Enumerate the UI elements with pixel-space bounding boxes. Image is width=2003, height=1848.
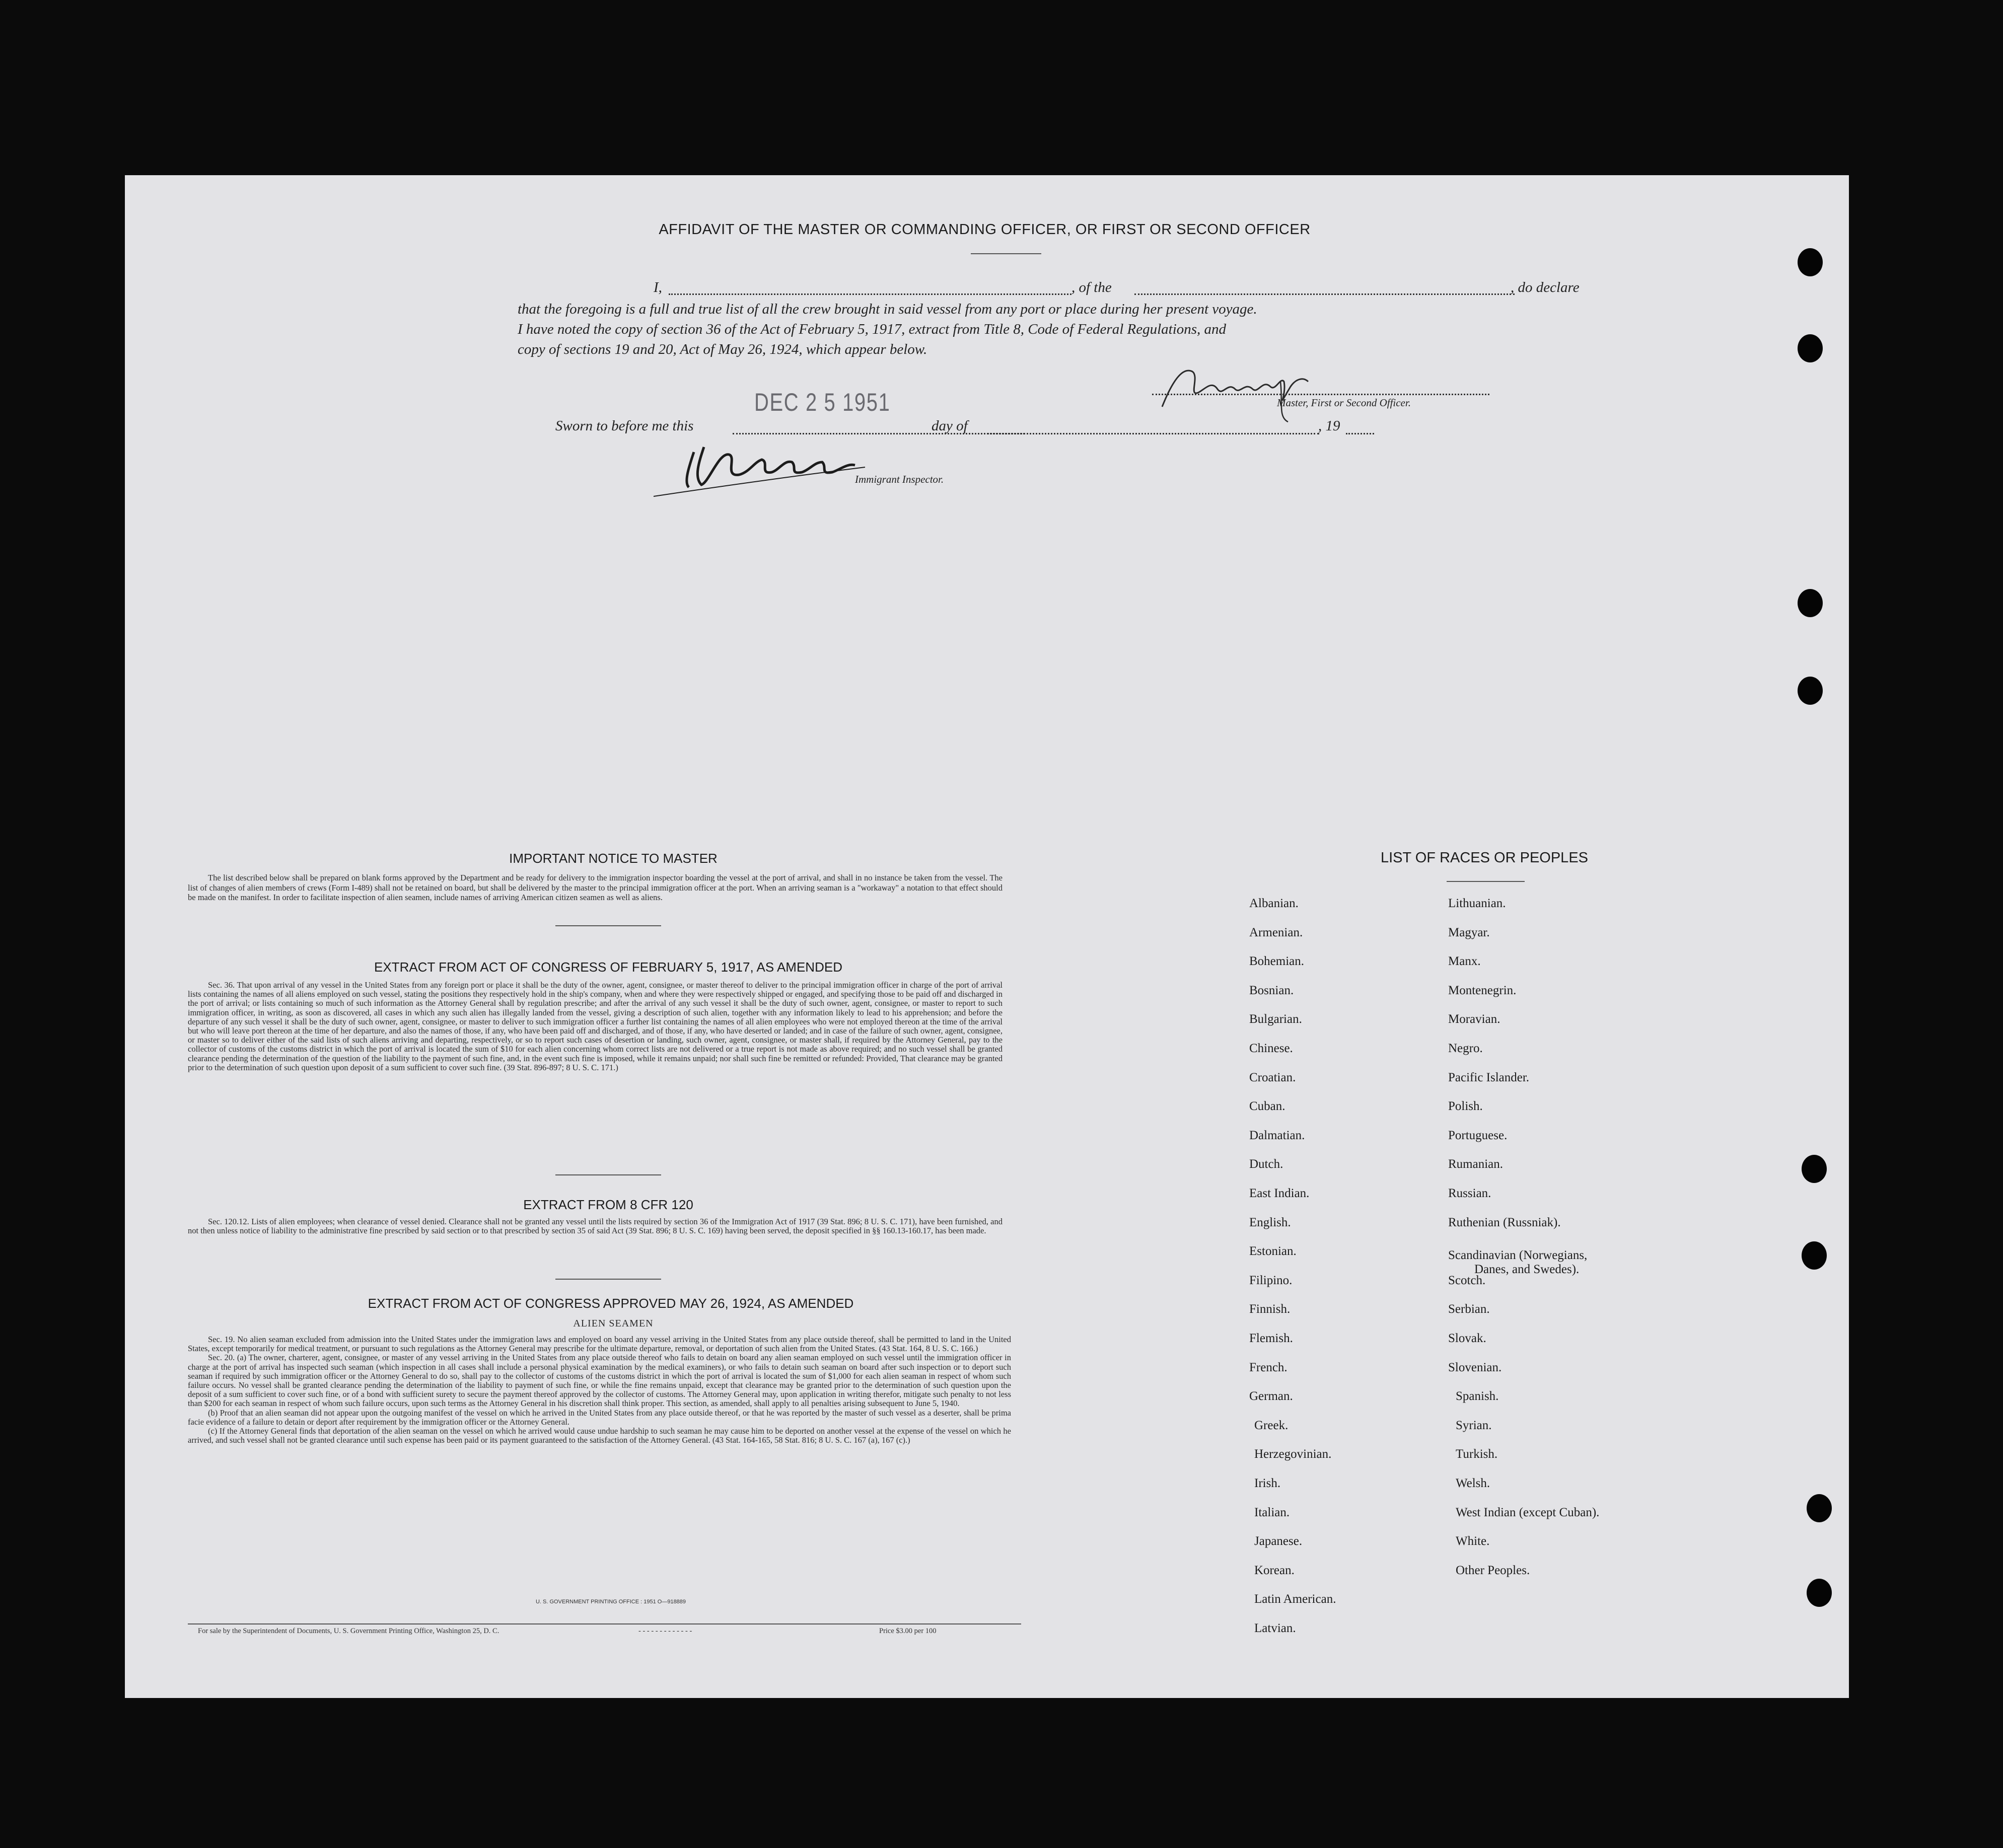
race-item: German. (1249, 1389, 1293, 1403)
extract-1917-text (188, 981, 1003, 1072)
race-item: Scandinavian (Norwegians, (1448, 1248, 1588, 1263)
race-item: Syrian. (1456, 1418, 1492, 1432)
race-item: Scotch. (1448, 1273, 1486, 1287)
extract-cfr-title: EXTRACT FROM 8 CFR 120 (523, 1197, 693, 1212)
price-line: Price $3.00 per 100 (879, 1627, 937, 1635)
section-20c-paragraph: (c) If the Attorney General finds that deportation of the alien seaman on the vessel on which he arrived would cause undue hardship to such seaman he may cause him to be deported on another vessel at the expense of the vessel on which he arrived, and such vessel shall not be granted clearance until such expense has been paid or its payment guaranteed to the satisfaction of the Attorney General. (43 Stat. 164-165, 58 Stat. 816; 8 U. S. C. 167 (a), 167 (c).) (188, 1426, 1011, 1445)
sworn-label: Sworn to before me this (555, 418, 694, 434)
race-item: Welsh. (1456, 1476, 1490, 1490)
punch-hole (1807, 1494, 1832, 1522)
race-item: Lithuanian. (1448, 897, 1506, 910)
day-of-label: day of (932, 418, 968, 434)
race-item: Other Peoples. (1456, 1563, 1530, 1577)
race-item: Estonian. (1249, 1244, 1297, 1259)
race-item: Bulgarian. (1249, 1012, 1302, 1026)
date-stamp: DEC 2 5 1951 (754, 388, 891, 416)
master-label: Master, First or Second Officer. (1277, 397, 1411, 409)
declarant-label: I, (654, 279, 662, 295)
alien-seamen-subtitle: ALIEN SEAMEN (573, 1318, 654, 1329)
inspector-label: Immigrant Inspector. (855, 473, 944, 485)
do-declare-label: , do declare (1511, 279, 1580, 295)
of-the-label: , of the (1071, 279, 1112, 295)
punch-hole (1802, 1155, 1827, 1183)
punch-hole (1798, 677, 1823, 705)
race-item: Irish. (1254, 1476, 1281, 1490)
race-item: Herzegovinian. (1254, 1447, 1332, 1461)
affidavit-line-4: copy of sections 19 and 20, Act of May 26, 1924, which appear below. (518, 341, 927, 357)
race-item: West Indian (except Cuban). (1456, 1505, 1600, 1519)
race-item: Korean. (1254, 1563, 1295, 1577)
race-item: Portuguese. (1448, 1128, 1508, 1142)
notice-rule (555, 925, 661, 926)
race-item: Russian. (1448, 1187, 1491, 1200)
race-item: Slovak. (1448, 1332, 1486, 1345)
race-item: Polish. (1448, 1099, 1483, 1114)
for-sale-line: For sale by the Superintendent of Documents, U. S. Government Printing Office, Washington 25, D. C. (198, 1627, 499, 1635)
race-item: Danes, and Swedes). (1474, 1263, 1580, 1277)
vessel-name-field[interactable] (1134, 293, 1515, 295)
inspector-signature (654, 432, 936, 497)
notice-title: IMPORTANT NOTICE TO MASTER (509, 851, 718, 866)
race-item: Dutch. (1249, 1157, 1283, 1171)
section-20a-paragraph: Sec. 20. (a) The owner, charterer, agent, consignee, or master of any vessel arriving in the United States from any place outside thereof who fails to detain on board any alien seaman employed on such vessel until the immigration officer in charge at the port of arrival has inspected such seaman (which inspection in all cases shall include a personal physical examination by the medical examiners), or who fails to detain such seaman on board after such inspection or to deport such seaman if required by such immigration officer or the Attorney General to do so, shall pay to the collector of customs of the customs district in which the port of arrival is located the sum of $1,000 for each alien seaman in respect of whom such failure occurs. No vessel shall be granted clearance pending the determination of the liability to payment of such fine, or while the fine remains unpaid, except that clearance may be granted prior to the determination of such question upon the deposit of a sum sufficient to cover such fine, or of a bond with sufficient surety to secure the payment thereof approved by the collector of customs. The Attorney General may, upon application in writing therefor, mitigate such penalty to not less than $200 for each seaman in respect of whom such failure occurs, upon such terms as the Attorney General in his discretion shall think proper. This section, as amended, shall apply to all penalties arising subsequent to June 5, 1940. (188, 1353, 1011, 1409)
declarant-name-field[interactable] (669, 293, 1071, 295)
race-item: Turkish. (1456, 1447, 1498, 1461)
punch-hole (1798, 248, 1823, 276)
master-signature (1152, 351, 1318, 427)
race-item: Greek. (1254, 1418, 1289, 1432)
footer-leader: - - - - - - - - - - - - - (638, 1627, 692, 1635)
race-item: English. (1249, 1215, 1291, 1229)
race-item: Latin American. (1254, 1592, 1336, 1606)
affidavit-line-3: I have noted the copy of section 36 of the Act of February 5, 1917, extract from Title 8, Code of Federal Regulations, and (518, 321, 1227, 337)
affidavit-line-2: that the foregoing is a full and true list of all the crew brought in said vessel from any port or place during her present voyage. (518, 301, 1257, 317)
section-19-paragraph: Sec. 19. No alien seaman excluded from admission into the United States under the immigration laws and employed on board any vessel arriving in the United States from any place outside thereof, shall be permitted to land in the United States, except temporarily for medical treatment, or pursuant to such regulations as the Attorney General may prescribe for the ultimate departure, removal, or deportation of such alien from the United States. (43 Stat. 164, 8 U. S. C. 166.) (188, 1335, 1011, 1354)
race-item: Italian. (1254, 1505, 1290, 1519)
notice-paragraph: The list described below shall be prepared on blank forms approved by the Department and be ready for delivery to the immigration inspector boarding the vessel at the port of arrival, and shall in no instance be taken from the vessel. The list of changes of alien members of crews (Form I-489) shall not be retained on board, but shall be delivered by the master to the principal immigration officer at the port. When an arriving seaman is a "workaway" a notation to that effect should be made on the manifest. In order to facilitate inspection of alien seamen, include names of arriving American citizen seamen as well as aliens. (188, 873, 1003, 903)
race-item: East Indian. (1249, 1187, 1310, 1200)
race-item: Albanian. (1249, 897, 1299, 910)
sworn-year-field[interactable] (1346, 433, 1374, 434)
race-item: Pacific Islander. (1448, 1070, 1530, 1084)
punch-hole (1798, 334, 1823, 362)
race-item: Negro. (1448, 1042, 1483, 1055)
race-item: Moravian. (1448, 1012, 1500, 1026)
section-120-12-paragraph: Sec. 120.12. Lists of alien employees; when clearance of vessel denied. Clearance shall not be granted any vessel until the lists required by section 36 of the Immigration Act of 1917 (39 Stat. 896; 8 U. S. C. 171), have been furnished, and not then unless notice of liability to the administrative fine prescribed by said section or to that prescribed by section 35 of said Act (39 Stat. 896; 8 U. S. C. 169) having been served, the deposit specified in §§ 160.13-160.17, has been made. (188, 1217, 1003, 1236)
race-item: Japanese. (1254, 1534, 1303, 1548)
footer-rule (188, 1623, 1021, 1624)
race-item: Manx. (1448, 954, 1481, 969)
extract-1924-text (188, 1335, 1011, 1445)
extract-1924-title: EXTRACT FROM ACT OF CONGRESS APPROVED MAY 26, 1924, AS AMENDED (368, 1296, 854, 1311)
race-item: Bohemian. (1249, 954, 1305, 969)
race-item: Dalmatian. (1249, 1128, 1305, 1142)
races-rule (1447, 881, 1525, 882)
race-item: Armenian. (1249, 925, 1303, 939)
extract-1917-rule (555, 1174, 661, 1175)
form-page (125, 175, 1849, 1698)
race-item: Montenegrin. (1448, 983, 1517, 997)
race-item: Croatian. (1249, 1070, 1296, 1084)
race-item: Filipino. (1249, 1273, 1293, 1287)
section-20b-paragraph: (b) Proof that an alien seaman did not appear upon the outgoing manifest of the vessel on which he arrived in the United States from any place outside thereof, or that he was reported by the master of such vessel as a deserter, shall be prima facie evidence of a failure to detain or deport after requirement by the immigration officer or the Attorney General. (188, 1408, 1011, 1427)
printing-office-line: U. S. GOVERNMENT PRINTING OFFICE : 1951 O—918889 (535, 1599, 686, 1605)
race-item: Finnish. (1249, 1302, 1291, 1316)
year-label: , 19 (1318, 418, 1340, 434)
race-item: Magyar. (1448, 925, 1490, 939)
section-36-paragraph: Sec. 36. That upon arrival of any vessel in the United States from any foreign port or place it shall be the duty of the owner, agent, consignee, or master thereof to deliver to the principal immigration officer in charge of the port of arrival lists containing the names of all aliens employed on such vessel, stating the positions they respectively hold in the ship's company, when and where they were respectively shipped or engaged, and specifying those to be paid off and discharged in the port of arrival; or lists containing so much of such information as the Attorney General shall by regulation prescribe; and after the arrival of any such vessel it shall be the duty of such owner, agent, consignee, or master to report to such immigration officer, in writing, as soon as discovered, all cases in which any such alien has illegally landed from the vessel, giving a description of such alien, together with any information likely to lead to his apprehension; and before the departure of any such vessel it shall be the duty of such owner, agent, consignee, or master to deliver to such immigration officer a further list containing the names of all alien employees who were not employed thereon at the time of the arrival but who will leave port thereon at the time of her departure, and also the names of those, if any, who have been paid off and discharged, and of those, if any, who have deserted or landed; and in case of the failure of such owner, agent, consignee, or master so to deliver either of the said lists of such aliens arriving and departing, respectively, or so to report such cases of desertion or landing, such owner, agent, consignee, or master shall, if required by the Attorney General, pay to the collector of customs of the customs district in which the port of arrival is located the sum of $10 for each alien concerning whom correct lists are not delivered or a true report is not made as above required; and no such vessel shall be granted clearance pending the determination of the question of the liability to the payment of such fine, and, in the event such fine is imposed, while it remains unpaid; nor shall such fine be remitted or refunded: Provided, That clearance may be granted prior to the determination of such question upon deposit of a sum sufficient to cover such fine. (39 Stat. 896-897; 8 U. S. C. 171.) (188, 980, 1003, 1072)
race-item: Slovenian. (1448, 1360, 1502, 1374)
race-item: Cuban. (1249, 1099, 1285, 1114)
sworn-month-field[interactable] (987, 433, 1319, 434)
notice-text (188, 873, 1003, 918)
race-item: French. (1249, 1360, 1287, 1374)
race-item: Flemish. (1249, 1332, 1293, 1345)
race-item: White. (1456, 1534, 1490, 1548)
races-title: LIST OF RACES OR PEOPLES (1380, 850, 1589, 866)
extract-1917-title: EXTRACT FROM ACT OF CONGRESS OF FEBRUARY 5, 1917, AS AMENDED (374, 959, 842, 975)
punch-hole (1798, 589, 1823, 617)
race-item: Chinese. (1249, 1042, 1293, 1055)
punch-hole (1802, 1241, 1827, 1270)
affidavit-title: AFFIDAVIT OF THE MASTER OR COMMANDING OFFICER, OR FIRST OR SECOND OFFICER (659, 221, 1311, 238)
race-item: Ruthenian (Russniak). (1448, 1215, 1561, 1229)
extract-cfr-rule (555, 1279, 661, 1280)
race-item: Latvian. (1254, 1621, 1296, 1635)
race-item: Rumanian. (1448, 1157, 1504, 1171)
race-item: Spanish. (1456, 1389, 1499, 1403)
punch-hole (1807, 1579, 1832, 1607)
race-item: Bosnian. (1249, 983, 1294, 997)
extract-cfr-text (188, 1217, 1003, 1235)
race-item: Serbian. (1448, 1302, 1490, 1316)
affidavit-title-rule (971, 253, 1041, 254)
master-signature-line (1152, 394, 1489, 395)
